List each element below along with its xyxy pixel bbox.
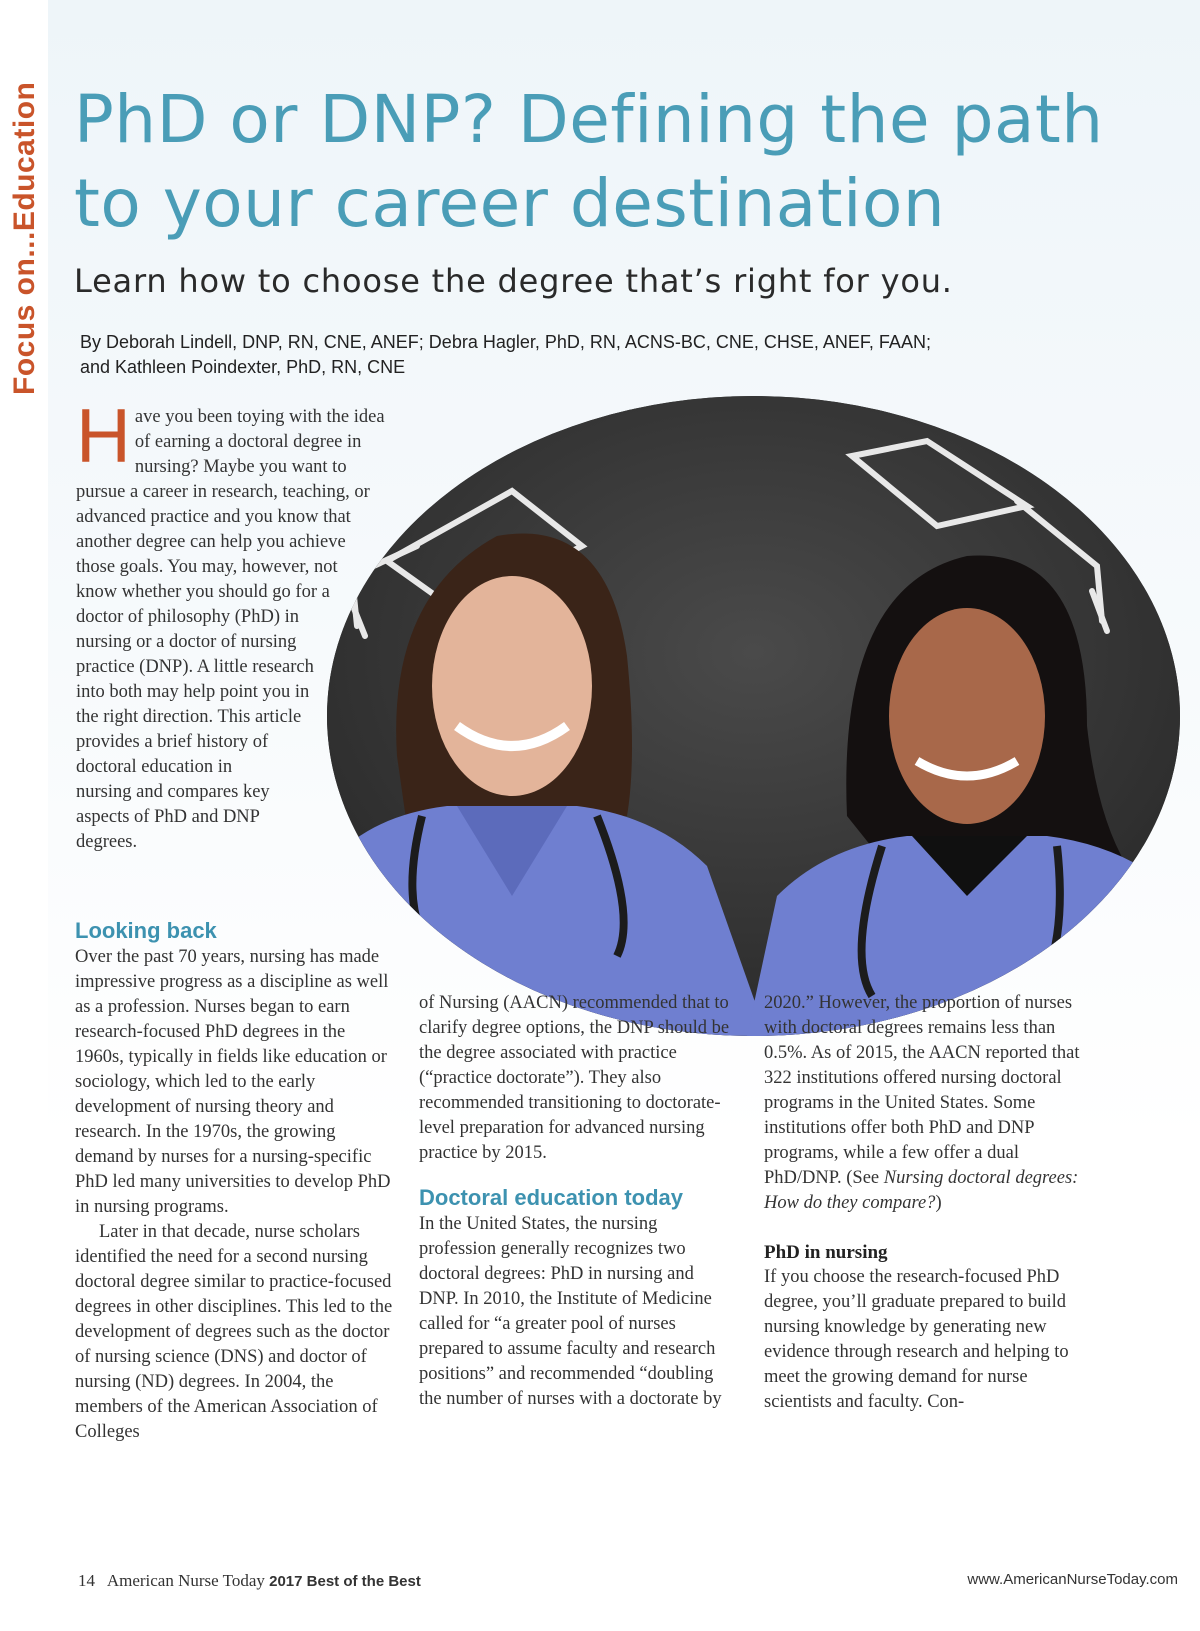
nurses-photo <box>327 396 1180 1036</box>
byline-line-1: By Deborah Lindell, DNP, RN, CNE, ANEF; Debra Hagler, PhD, RN, ACNS-BC, CNE, CHSE, ANEF, FAAN; <box>80 332 931 352</box>
page-footer <box>78 1571 1178 1595</box>
intro-text: ave you been toying with the idea of earning a doctoral degree in nursing? Maybe you want to pursue a career in research, teaching, or advanced practice and you know that another degree can help you achieve those goals. You may, however, not know whether you should go for a doctor of philosophy (PhD) in nursing or a doctor of nursing practice (DNP). A little research into both may help point you in the right direction. This article provides a brief history of doctoral education in nursing and compares key aspects of PhD and DNP degrees. <box>76 407 385 852</box>
col2-paragraph-1: of Nursing (AACN) recommended that to clarify degree options, the DNP should be the degree associated with practice (“practice doctorate”). They also recommended transitioning to doctorate-level preparation for advanced nursing practice by 2015. <box>419 993 730 1163</box>
column-3 <box>764 991 1082 1415</box>
website-url: www.AmericanNurseToday.com <box>967 1571 1178 1588</box>
intro-paragraph <box>76 394 406 875</box>
byline <box>80 330 1170 380</box>
col3-text-end: ) <box>935 1193 942 1213</box>
sidebar-reference: Nursing doctoral degrees: How do they compare? <box>764 1168 1079 1213</box>
page-number: 14 <box>78 1571 95 1590</box>
column-2 <box>419 991 737 1412</box>
col3-paragraph-1 <box>764 991 1082 1216</box>
column-1 <box>75 917 393 1445</box>
heading-phd-in-nursing: PhD in nursing <box>764 1242 888 1263</box>
col1-paragraph-2: Later in that decade, nurse scholars identified the need for a second nursing doctoral degree similar to practice-focused degrees in other disciplines. This led to the development of degrees such as the doctor of nursing science (DNS) and doctor of nursing (ND) degrees. In 2004, the members of the American Association of Colleges <box>75 1222 393 1442</box>
section-label: Focus on...Education <box>8 81 41 395</box>
col1-paragraph-1: Over the past 70 years, nursing has made impressive progress as a discipline as well as a profession. Nurses began to earn research-focused PhD degrees in the 1960s, typically in fields like education or sociology, which led to the early development of nursing theory and research. In the 1970s, the growing demand by nurses for a nursing-specific PhD led many universities to develop PhD in nursing programs. <box>75 947 391 1217</box>
col2-paragraph-2: In the United States, the nursing profession generally recognizes two doctoral degrees: PhD in nursing and DNP. In 2010, the Institute of Medicine called for “a greater pool of nurses prepared to assume faculty and research positions” and recommended “doubling the number of nurses with a doctorate by <box>419 1214 722 1409</box>
issue-name: 2017 Best of the Best <box>269 1573 421 1590</box>
nurses-illustration <box>327 396 1180 1036</box>
byline-line-2: and Kathleen Poindexter, PhD, RN, CNE <box>80 357 406 377</box>
col3-paragraph-2: If you choose the research-focused PhD degree, you’ll graduate prepared to build nursing knowledge by generating new evidence through research and helping to meet the growing demand for nurse scientists and faculty. Con- <box>764 1267 1069 1412</box>
col3-text-start: 2020.” However, the proportion of nurses with doctoral degrees remains less than 0.5%. As of 2015, the AACN reported that 322 institutions offered nursing doctoral programs in the United States. Some institutions offer both PhD and DNP programs, while a few offer a dual PhD/DNP. (See <box>764 993 1080 1188</box>
heading-looking-back: Looking back <box>75 918 217 943</box>
article-title: PhD or DNP? Defining the path to your career destination <box>74 81 1104 242</box>
magazine-name: American Nurse Today <box>106 1571 265 1590</box>
drop-cap: H <box>76 394 131 479</box>
article-subtitle: Learn how to choose the degree that’s right for you. <box>74 262 953 300</box>
heading-doctoral-education: Doctoral education today <box>419 1185 684 1210</box>
